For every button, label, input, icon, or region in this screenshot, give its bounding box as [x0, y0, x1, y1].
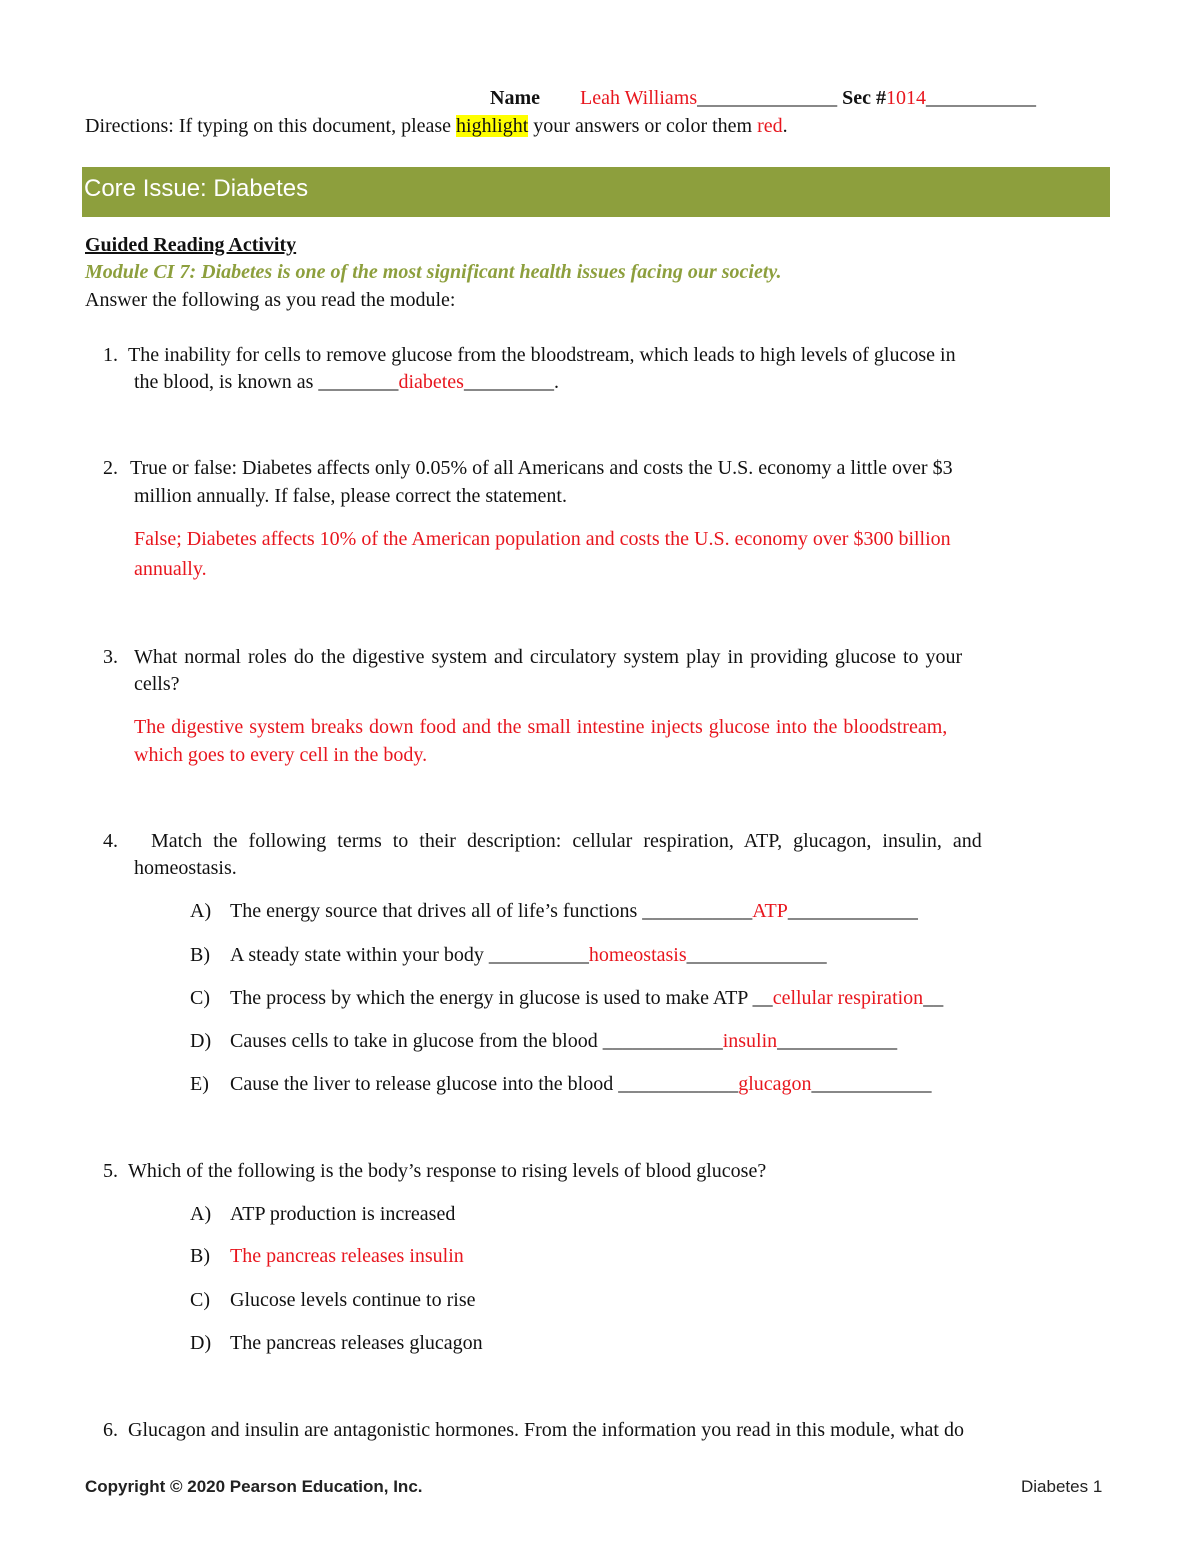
- section-banner: [82, 167, 1110, 217]
- q4-answer-d: insulin: [722, 1030, 778, 1052]
- instruction: Answer the following as you read the module:: [85, 289, 456, 311]
- q2-answer-line1: False; Diabetes affects 10% of the American population and costs the U.S. economy over $300 billion: [134, 528, 951, 550]
- footer-page-label: Diabetes 1: [1021, 1477, 1103, 1496]
- q4-answer-c: cellular respiration: [772, 987, 924, 1009]
- q4-line1: Match the following terms to their description: cellular respiration, ATP, glucagon, insulin, and: [151, 830, 982, 852]
- sec-blank: ___________: [926, 87, 1037, 109]
- q4-item-d: D) Causes cells to take in glucose from the blood ____________insulin____________: [190, 1030, 898, 1052]
- sec-value: 1014: [886, 87, 927, 109]
- q2-number: 2.: [103, 457, 118, 479]
- q2-answer-line2: annually.: [134, 558, 207, 580]
- q5-option-d: D) The pancreas releases glucagon: [190, 1332, 483, 1354]
- q4-item-e: E) Cause the liver to release glucose into the blood ____________glucagon____________: [190, 1073, 932, 1095]
- q1-answer: diabetes: [398, 371, 464, 393]
- q1-line2: the blood, is known as ________diabetes_________.: [134, 371, 559, 393]
- q5-number: 5.: [103, 1160, 118, 1182]
- activity-title: Guided Reading Activity: [85, 234, 297, 256]
- highlight-word: highlight: [456, 115, 529, 137]
- footer-copyright: Copyright © 2020 Pearson Education, Inc.: [85, 1477, 423, 1496]
- q4-line2: homeostasis.: [134, 857, 237, 879]
- name-value: Leah Williams: [579, 87, 698, 109]
- name-blank: ______________: [697, 87, 838, 109]
- q3-answer-line1: The digestive system breaks down food and the small intestine injects glucose into the bloodstream,: [134, 716, 948, 738]
- q5-option-a: A) ATP production is increased: [190, 1203, 456, 1225]
- q5-option-b: B) The pancreas releases insulin: [190, 1245, 464, 1267]
- q4-item-c: C) The process by which the energy in glucose is used to make ATP __cellular respiration__: [190, 987, 944, 1009]
- q1-number: 1.: [103, 344, 118, 366]
- q6-number: 6.: [103, 1419, 118, 1441]
- q4-answer-b: homeostasis: [588, 944, 687, 966]
- q4-answer-a: ATP: [752, 900, 788, 922]
- q1-line1: The inability for cells to remove glucose from the bloodstream, which leads to high levels of glucose in: [128, 344, 956, 366]
- q3-line1: What normal roles do the digestive system and circulatory system play in providing glucose to your: [134, 646, 963, 668]
- red-word: red: [757, 115, 783, 137]
- q5-option-c: C) Glucose levels continue to rise: [190, 1289, 476, 1311]
- q3-number: 3.: [103, 646, 118, 668]
- q5-selected-answer: The pancreas releases insulin: [230, 1245, 464, 1267]
- q4-number: 4.: [103, 830, 118, 852]
- module-line: Module CI 7: Diabetes is one of the most significant health issues facing our society.: [85, 261, 782, 283]
- q4-item-a: A) The energy source that drives all of life’s functions ___________ATP_____________: [190, 900, 918, 922]
- q2-line1: True or false: Diabetes affects only 0.05% of all Americans and costs the U.S. economy a little over $3: [130, 457, 953, 479]
- name-label: Name: [490, 87, 540, 109]
- q6-line1: Glucagon and insulin are antagonistic hormones. From the information you read in this module, what do: [128, 1419, 964, 1441]
- banner-title: Core Issue: Diabetes: [84, 175, 309, 202]
- sec-label: Sec #: [842, 87, 887, 109]
- q4-item-b: B) A steady state within your body __________homeostasis______________: [190, 944, 827, 966]
- q4-answer-e: glucagon: [738, 1073, 812, 1095]
- q2-line2: million annually. If false, please correct the statement.: [134, 485, 567, 507]
- q3-answer-line2: which goes to every cell in the body.: [134, 744, 428, 766]
- q3-line2: cells?: [134, 673, 180, 695]
- directions: Directions: If typing on this document, please highlight your answers or color them red.: [85, 115, 788, 137]
- name-line: [490, 87, 1036, 110]
- q5-line1: Which of the following is the body’s response to rising levels of blood glucose?: [128, 1160, 767, 1182]
